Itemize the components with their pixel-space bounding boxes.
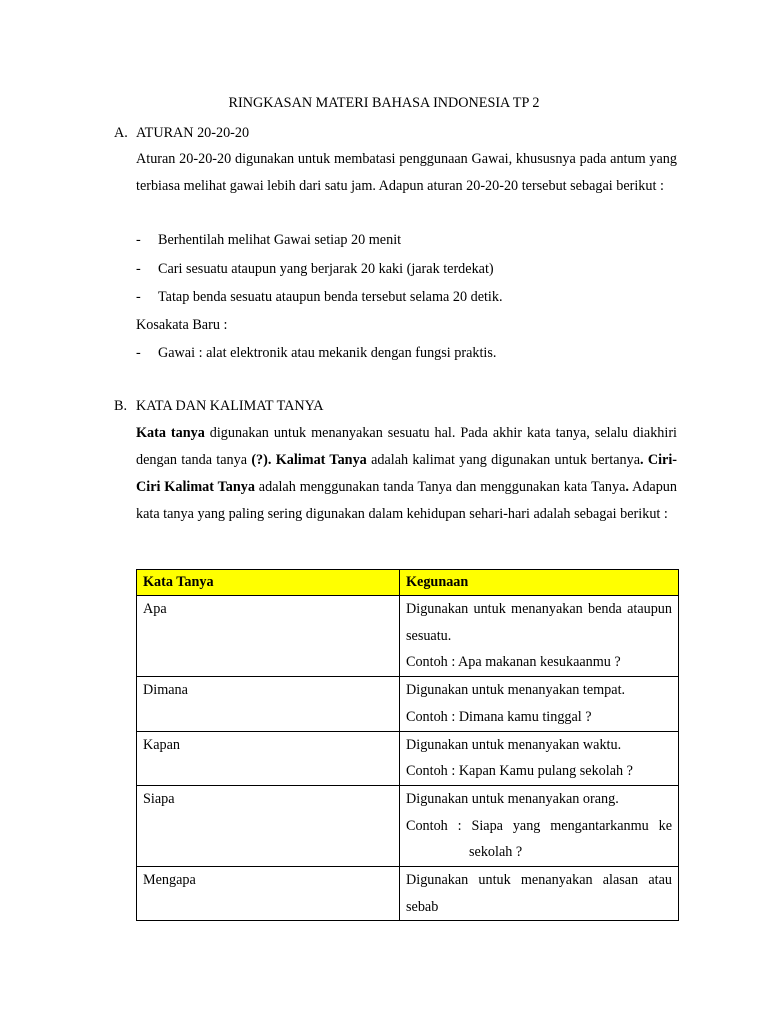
section-a-letter: A. bbox=[114, 125, 128, 141]
example-text-continued: sekolah ? bbox=[469, 844, 523, 861]
table-header-row bbox=[137, 570, 679, 596]
section-b-title: KATA DAN KALIMAT TANYA bbox=[136, 398, 324, 414]
cell-use bbox=[400, 596, 679, 677]
list-item bbox=[136, 343, 496, 363]
list-item bbox=[136, 259, 494, 279]
table-row bbox=[137, 867, 679, 921]
list-item-text: Tatap benda sesuatu ataupun benda tersebut selama 20 detik. bbox=[158, 289, 503, 305]
section-b-paragraph bbox=[136, 420, 677, 528]
cell-word: Kapan bbox=[137, 731, 400, 785]
bullet-dash: - bbox=[136, 345, 141, 361]
use-text: Digunakan untuk menanyakan alasan atau sebab bbox=[406, 872, 672, 915]
list-item bbox=[136, 230, 401, 250]
use-text: Digunakan untuk menanyakan orang. bbox=[406, 790, 619, 807]
cell-use bbox=[400, 867, 679, 921]
term-period: . bbox=[625, 479, 629, 495]
cell-word: Mengapa bbox=[137, 867, 400, 921]
cell-word: Apa bbox=[137, 596, 400, 677]
bullet-dash: - bbox=[136, 232, 141, 248]
paragraph-text: adalah kalimat yang digunakan untuk bertanya bbox=[366, 452, 640, 468]
use-text: Digunakan untuk menanyakan tempat. bbox=[406, 682, 626, 699]
paragraph-text: Adapun kata tanya yang paling sering digunakan dalam kehidupan sehari-hari adalah sebagai berikut : bbox=[136, 479, 677, 522]
table-row bbox=[137, 677, 679, 731]
bullet-dash: - bbox=[136, 289, 141, 305]
cell-use bbox=[400, 731, 679, 785]
vocab-label: Kosakata Baru : bbox=[136, 317, 228, 333]
paragraph-text: digunakan untuk menanyakan sesuatu hal. Pada akhir kata tanya, selalu diakhiri dengan tanda tanya bbox=[136, 425, 678, 468]
section-b-letter: B. bbox=[114, 398, 128, 414]
list-item-text: Berhentilah melihat Gawai setiap 20 menit bbox=[158, 232, 402, 248]
term-kalimat-tanya: Kalimat Tanya bbox=[275, 452, 367, 468]
term-kata-tanya: Kata tanya bbox=[136, 425, 205, 441]
list-item-text: Gawai : alat elektronik atau mekanik dengan fungsi praktis. bbox=[158, 345, 497, 361]
bullet-dash: - bbox=[136, 261, 141, 277]
example-text: Contoh : Siapa yang mengantarkanmu ke bbox=[406, 817, 672, 834]
use-text: Digunakan untuk menanyakan benda ataupun sesuatu. bbox=[406, 601, 672, 644]
table-row bbox=[137, 731, 679, 785]
header-kata-tanya: Kata Tanya bbox=[137, 570, 400, 596]
term-ciri-ciri: . Ciri-Ciri Kalimat Tanya bbox=[136, 452, 678, 495]
table-row bbox=[137, 596, 679, 677]
section-a-title: ATURAN 20-20-20 bbox=[136, 125, 250, 141]
cell-word: Siapa bbox=[137, 785, 400, 866]
section-b-heading bbox=[114, 396, 324, 416]
example-text: Contoh : Kapan Kamu pulang sekolah ? bbox=[406, 763, 633, 780]
list-item-text: Cari sesuatu ataupun yang berjarak 20 kaki (jarak terdekat) bbox=[158, 261, 494, 277]
example-text: Contoh : Apa makanan kesukaanmu ? bbox=[406, 654, 621, 671]
table-row bbox=[137, 785, 679, 866]
cell-word: Dimana bbox=[137, 677, 400, 731]
list-item bbox=[136, 287, 503, 307]
cell-use bbox=[400, 677, 679, 731]
cell-use bbox=[400, 785, 679, 866]
document-title: RINGKASAN MATERI BAHASA INDONESIA TP 2 bbox=[228, 95, 540, 111]
use-text: Digunakan untuk menanyakan waktu. bbox=[406, 736, 622, 753]
example-text: Contoh : Dimana kamu tinggal ? bbox=[406, 708, 592, 725]
question-mark-term: (?). bbox=[251, 452, 272, 468]
paragraph-text: adalah menggunakan tanda Tanya dan menggunakan kata Tanya bbox=[254, 479, 626, 495]
section-a-intro: Aturan 20-20-20 digunakan untuk membatasi penggunaan Gawai, khususnya pada antum yang terbiasa melihat gawai lebih dari satu jam. Adapun aturan 20-20-20 tersebut sebagai berikut : bbox=[136, 151, 677, 194]
section-a-heading bbox=[114, 123, 249, 143]
question-word-table bbox=[136, 569, 679, 921]
header-kegunaan: Kegunaan bbox=[400, 570, 679, 596]
